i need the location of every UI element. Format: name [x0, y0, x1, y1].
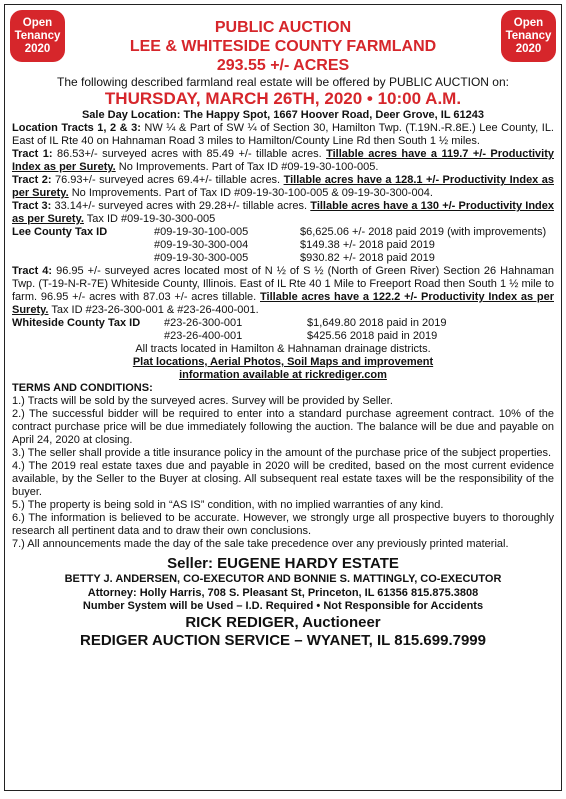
- tract-text: 33.14+/- surveyed acres with 29.28+/- tillable acres.: [51, 200, 311, 212]
- open-tenancy-badge-right: [501, 10, 556, 62]
- headline-title: PUBLIC AUCTION: [214, 19, 352, 36]
- tract-text: 76.93+/- surveyed acres 69.4+/- tillable acres.: [51, 174, 284, 186]
- lee-tax-label: Lee County Tax ID: [12, 226, 108, 238]
- attorney: Attorney: Holly Harris, 708 S. Pleasant St, Princeton, IL 61356 815.875.3808: [87, 586, 479, 599]
- tax-id: #09-19-30-300-005: [154, 252, 249, 264]
- badge-line: 2020: [515, 42, 542, 55]
- tract-productivity: Tillable acres have a 130 +/- Productivity Index as per Surety.: [12, 200, 554, 225]
- tract-rest: Tax ID #09-19-30-300-005: [83, 213, 216, 225]
- tax-amount: $930.82 +/- 2018 paid 2019: [300, 252, 435, 264]
- tract-productivity: Tillable acres have a 122.2 +/- Productivity Index as per Surety.: [12, 291, 554, 316]
- tax-id: #09-19-30-100-005: [154, 226, 249, 238]
- tax-amount: $149.38 +/- 2018 paid 2019: [300, 239, 435, 251]
- sale-day-location: Sale Day Location: The Happy Spot, 1667 Hoover Road, Deer Grove, IL 61243: [81, 109, 485, 121]
- location-tracts-text: NW ¼ & Part of SW ¼ of Section 30, Hamilton Twp. (T.19N.-R.8E.) Lee County, IL. East of IL Rte 40 on Hahnaman Road 3 miles to Hamilton/County Line Rd then South 1 ½ miles.: [12, 122, 554, 147]
- tract-text: 86.53+/- surveyed acres with 85.49 +/- tillable acres.: [52, 148, 327, 160]
- location-tracts: [12, 122, 554, 148]
- tract-1: [12, 148, 554, 174]
- tax-id: #09-19-30-300-004: [154, 239, 249, 251]
- location-tracts-label: Location Tracts 1, 2 & 3:: [12, 122, 141, 134]
- open-tenancy-badge-left: [10, 10, 65, 62]
- tract-productivity: Tillable acres have a 119.7 +/- Productivity Index as per Surety.: [12, 148, 555, 173]
- headline-acres: 293.55 +/- ACRES: [216, 57, 350, 74]
- tract-label: Tract 1:: [12, 148, 53, 160]
- whiteside-tax-label: Whiteside County Tax ID: [12, 317, 141, 329]
- number-system-note: Number System will be Used – I.D. Required • Not Responsible for Accidents: [82, 600, 484, 612]
- terms-title: TERMS AND CONDITIONS:: [12, 382, 153, 394]
- tax-amount: $425.56 2018 paid in 2019: [307, 330, 438, 342]
- term-item: 7.) All announcements made the day of the sale take precedence over any previously printed material.: [12, 538, 509, 550]
- auction-service: REDIGER AUCTION SERVICE – WYANET, IL 815.699.7999: [80, 631, 486, 649]
- term-item: 1.) Tracts will be sold by the surveyed acres. Survey will be provided by Seller.: [12, 395, 393, 407]
- info-line: Plat locations, Aerial Photos, Soil Maps and improvement: [132, 356, 434, 368]
- lee-tax-table: [12, 226, 554, 265]
- auction-flyer: [4, 4, 562, 791]
- drainage-note: All tracts located in Hamilton & Hahnaman drainage districts.: [135, 343, 431, 355]
- tax-amount: $6,625.06 +/- 2018 paid 2019 (with improvements): [300, 226, 547, 238]
- auction-date: THURSDAY, MARCH 26TH, 2020 • 10:00 A.M.: [104, 89, 462, 108]
- tract-rest: No Improvements. Part of Tax ID #09-19-30-100-005 & 09-19-30-300-004.: [68, 187, 433, 199]
- headline-subtitle: LEE & WHITESIDE COUNTY FARMLAND: [129, 38, 437, 55]
- tax-id: #23-26-300-001: [164, 317, 243, 329]
- badge-line: Open: [22, 16, 53, 29]
- tax-id: #23-26-400-001: [164, 330, 243, 342]
- term-item: 4.) The 2019 real estate taxes due and payable in 2020 will be credited, based on the most current evidence available, by the Seller to the Buyer at closing. All subsequent real estate taxes will be the responsibility of the buyer.: [12, 460, 554, 498]
- tract-productivity: Tillable acres have a 128.1 +/- Productivity Index as per Surety.: [12, 174, 554, 199]
- seller-name: Seller: EUGENE HARDY ESTATE: [167, 555, 399, 572]
- badge-line: Tenancy: [505, 29, 552, 42]
- intro-text: The following described farmland real estate will be offered by PUBLIC AUCTION on:: [57, 75, 509, 89]
- term-item: 5.) The property is being sold in “AS IS” condition, with no implied warranties of any kind.: [12, 499, 444, 511]
- term-item: 6.) The information is believed to be accurate. However, we strongly urge all prospective buyers to thoroughly research all pertinent data and to draw their own conclusions.: [12, 512, 554, 537]
- term-item: 2.) The successful bidder will be required to enter into a standard purchase agreement contract. 10% of the contract purchase price will be due immediately following the auction. The balance will be due and payable on April 24, 2020 at closing.: [12, 408, 554, 446]
- tract-2: [12, 174, 554, 200]
- tract-rest: No Improvements. Part of Tax ID #09-19-30-100-005.: [115, 161, 379, 173]
- auctioneer-name: RICK REDIGER, Auctioneer: [185, 613, 381, 631]
- badge-line: 2020: [24, 42, 51, 55]
- info-link: information available at rickrediger.com: [179, 369, 387, 381]
- tract-text: 96.95 +/- surveyed acres located most of N ½ of S ½ (North of Green River) Section 26 Hahnaman Twp. (T-19-N-R-7E) Whiteside County, Illinois. East of IL Rte 40 1 Mile to Freeport Road then South 1 ½ mile to farm. 96.95 +/- acres with 87.03 +/- acres tillable.: [12, 265, 554, 303]
- tract-rest: Tax ID #23-26-300-001 & #23-26-400-001.: [48, 304, 259, 316]
- term-item: 3.) The seller shall provide a title insurance policy in the amount of the purchase price of the subject properties.: [12, 447, 552, 459]
- tract-label: Tract 3:: [12, 200, 52, 212]
- listing-body: [12, 109, 554, 551]
- executors: BETTY J. ANDERSEN, CO-EXECUTOR AND BONNIE S. MATTINGLY, CO-EXECUTOR: [64, 573, 502, 585]
- tract-label: Tract 4:: [12, 265, 53, 277]
- tax-amount: $1,649.80 2018 paid in 2019: [307, 317, 447, 329]
- badge-line: Tenancy: [14, 29, 61, 42]
- tract-4: [12, 265, 554, 317]
- whiteside-tax-table: [12, 317, 554, 343]
- tract-3: [12, 200, 554, 226]
- tract-label: Tract 2:: [12, 174, 52, 186]
- badge-line: Open: [513, 16, 544, 29]
